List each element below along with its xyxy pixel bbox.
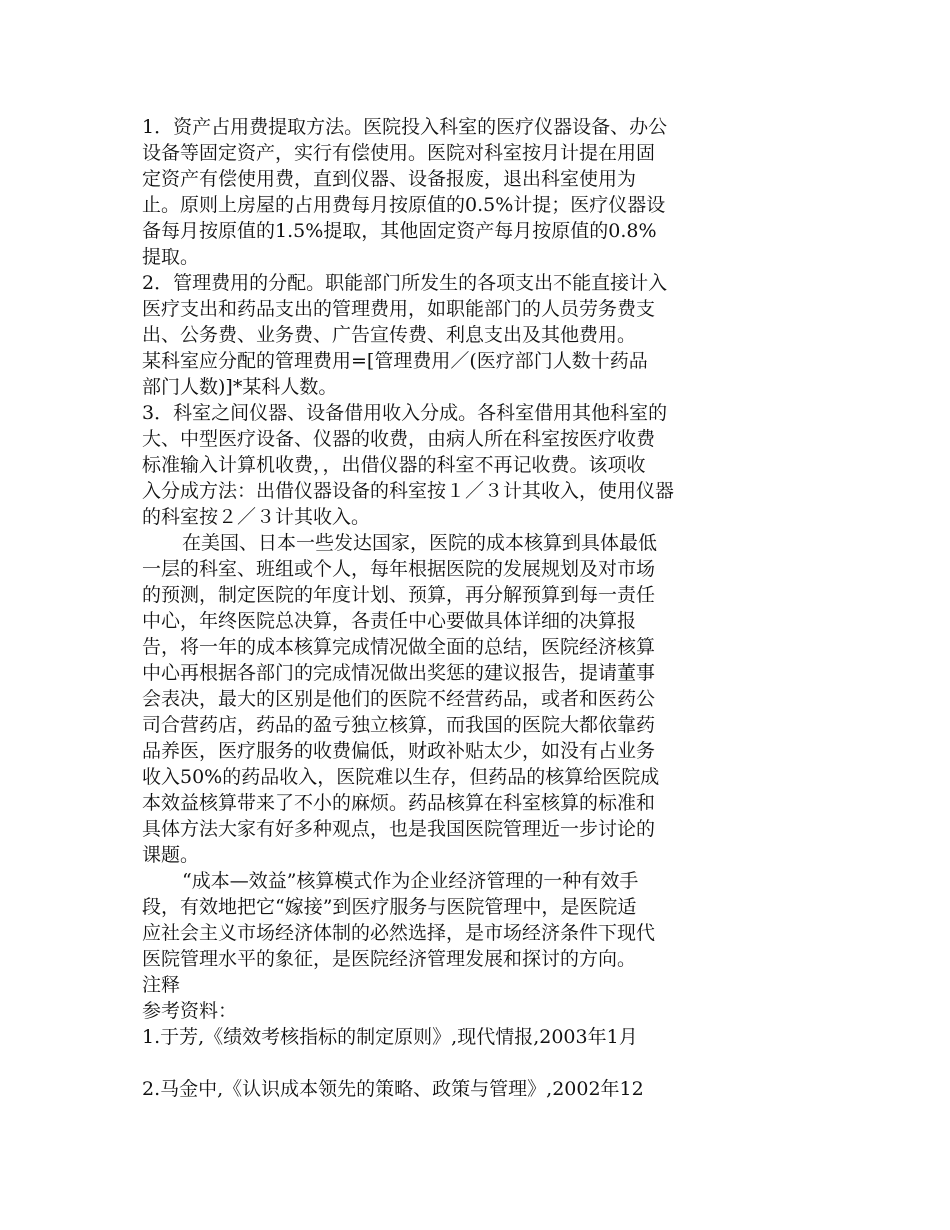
notes-heading: 注释 xyxy=(142,974,181,996)
text-line: 应社会主义市场经济体制的必然选择，是市场经济条件下现代 xyxy=(142,922,656,944)
reference-item: 2.马金中,《认识成本领先的策略、政策与管理》,2002年12 xyxy=(142,1078,644,1100)
text-line: 段，有效地把它“嫁接”到医疗服务与医院管理中，是医院适 xyxy=(142,896,637,918)
text-line: 入分成方法：出借仪器设备的科室按１／３计其收入，使用仪器 xyxy=(142,480,675,502)
text-line: 中心再根据各部门的完成情况做出奖惩的建议报告，提请董事 xyxy=(142,662,656,684)
paragraph-start: 在美国、日本一些发达国家，医院的成本核算到具体最低 xyxy=(182,532,658,554)
text-line: 止。原则上房屋的占用费每月按原值的0.5%计提；医疗仪器设 xyxy=(142,194,666,216)
reference-item: 1.于芳,《绩效考核指标的制定原则》,现代情报,2003年1月 xyxy=(142,1026,638,1048)
text-line: 标准输入计算机收费，，出借仪器的科室不再记收费。该项收 xyxy=(142,454,646,476)
document-body xyxy=(142,114,742,1102)
text-line: 设备等固定资产，实行有偿使用。医院对科室按月计提在用固 xyxy=(142,142,656,164)
text-line: 备每月按原值的1.5%提取，其他固定资产每月按原值的0.8% xyxy=(142,220,657,242)
text-line: 具体方法大家有好多种观点，也是我国医院管理近一步讨论的 xyxy=(142,818,656,840)
text-line: 告，将一年的成本核算完成情况做全面的总结，医院经济核算 xyxy=(142,636,656,658)
text-line: 品养医，医疗服务的收费偏低，财政补贴太少，如没有占业务 xyxy=(142,740,656,762)
text-line: 一层的科室、班组或个人，每年根据医院的发展规划及对市场 xyxy=(142,558,656,580)
paragraph-start: “成本—效益”核算模式作为企业经济管理的一种有效手 xyxy=(182,870,639,892)
text-line: 定资产有偿使用费，直到仪器、设备报废，退出科室使用为 xyxy=(142,168,637,190)
text-line: 出、公务费、业务费、广告宣传费、利息支出及其他费用。 xyxy=(142,324,637,346)
text-line: 的科室按２／３计其收入。 xyxy=(142,506,371,528)
text-line: 部门人数)]*某科人数。 xyxy=(142,376,338,398)
text-line: 大、中型医疗设备、仪器的收费，由病人所在科室按医疗收费 xyxy=(142,428,656,450)
text-line: 1．资产占用费提取方法。医院投入科室的医疗仪器设备、办公 xyxy=(142,116,668,138)
text-line: 收入50%的药品收入，医院难以生存，但药品的核算给医院成 xyxy=(142,766,660,788)
references-heading: 参考资料： xyxy=(142,1000,238,1022)
text-line: 提取。 xyxy=(142,246,200,268)
text-line: 2．管理费用的分配。职能部门所发生的各项支出不能直接计入 xyxy=(142,272,668,294)
text-line: 司合营药店，药品的盈亏独立核算，而我国的医院大都依靠药 xyxy=(142,714,656,736)
text-line: 本效益核算带来了不小的麻烦。药品核算在科室核算的标准和 xyxy=(142,792,656,814)
text-line: 某科室应分配的管理费用=[管理费用／(医疗部门人数十药品 xyxy=(142,350,648,372)
text-line: 课题。 xyxy=(142,844,200,866)
spacer xyxy=(142,1050,742,1076)
text-line: 医疗支出和药品支出的管理费用，如职能部门的人员劳务费支 xyxy=(142,298,656,320)
text-line: 医院管理水平的象征，是医院经济管理发展和探讨的方向。 xyxy=(142,948,637,970)
text-line: 3．科室之间仪器、设备借用收入分成。各科室借用其他科室的 xyxy=(142,402,668,424)
text-line: 的预测，制定医院的年度计划、预算，再分解预算到每一责任 xyxy=(142,584,656,606)
text-line: 中心，年终医院总决算，各责任中心要做具体详细的决算报 xyxy=(142,610,637,632)
text-line: 会表决，最大的区别是他们的医院不经营药品，或者和医药公 xyxy=(142,688,656,710)
